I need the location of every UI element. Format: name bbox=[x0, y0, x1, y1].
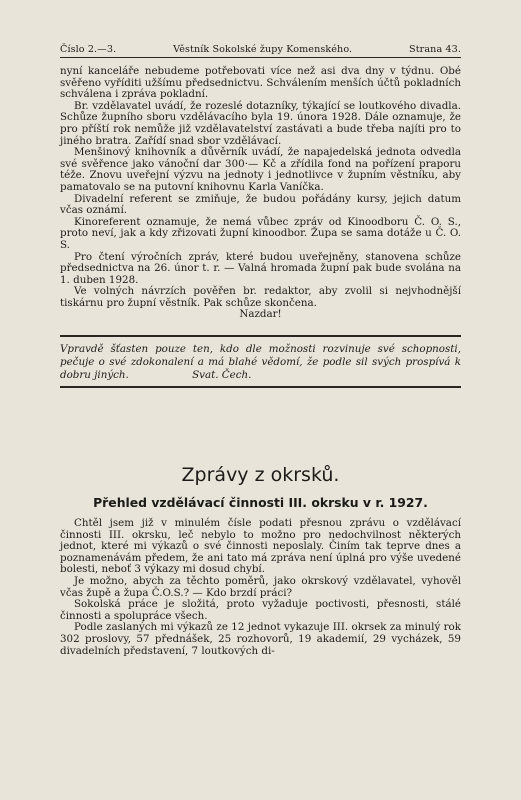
motto-attribution: Svat. Čech. bbox=[192, 369, 252, 382]
paragraph: Sokolská práce je složitá, proto vyžaduje poctivosti, přesnosti, stálé činnosti a spolupráce všech. bbox=[60, 598, 461, 622]
paragraph: Je možno, abych za těchto poměrů, jako okrskový vzdělavatel, vyhověl včas župě a župa Č.O.S.? — Kdo brzdí práci? bbox=[60, 575, 461, 599]
paragraph: Menšinový knihovník a důvěrník uvádí, že napajedelská jednota odvedla své svěřence jako vánoční dar 300·— Kč a zřídila fond na pořízení praporu téže. Znovu uveřejní výzvu na jednoty i jednotlivce v župním věstníku, aby pamatovalo se na putovní knihovnu Karla Vaníčka. bbox=[60, 146, 461, 193]
motto-text: Vpravdě šťasten pouze ten, kdo dle možnosti rozvinuje své schopnosti, pečuje o své zdokonalení a má blahé vědomí, že podle sil svých prospívá k dobru jiných. bbox=[60, 343, 461, 382]
motto-quote bbox=[60, 343, 461, 382]
meeting-minutes bbox=[60, 66, 461, 321]
motto-rule-top bbox=[60, 335, 461, 337]
motto-rule-bottom bbox=[60, 386, 461, 388]
paragraph: Podle zaslaných mi výkazů ze 12 jednot vykazuje III. okrsek za minulý rok 302 proslovy, 57 přednášek, 25 rozhovorů, 19 akademií, 29 vycházek, 59 divadelních představení, 7 loutkových di- bbox=[60, 621, 461, 657]
paragraph: Ve volných návrzích pověřen br. redaktor, aby zvolil si nejvhodnější tiskárnu pro župní věstník. Pak schůze skončena. bbox=[60, 285, 461, 309]
closing-salutation: Nazdar! bbox=[239, 308, 282, 321]
section-heading: Zprávy z okrsků. bbox=[181, 464, 340, 487]
paragraph: nyní kanceláře nebudeme potřebovati více než asi dva dny v týdnu. Obé svěřeno vyříditi užšímu předsednictvu. Schválením menších účtů pokladních schválena i zpráva pokladní. bbox=[60, 65, 461, 101]
paragraph: Chtěl jsem již v minulém čísle podati přesnou zprávu o vzdělávací činnosti III. okrsku, leč nebylo to možno pro nedochvilnost některých jednot, které mi výkazů o své činnosti neposlaly. Činím tak teprve dnes a poznamenávám předem, že ani tato má zpráva není úplná pro výše uvedené bolesti, neboť 3 výkazy mi dosud chybí. bbox=[60, 517, 461, 576]
running-header bbox=[60, 44, 461, 58]
article-title: Přehled vzdělávací činnosti III. okrsku v r. 1927. bbox=[93, 495, 428, 511]
page-number: Strana 43. bbox=[409, 44, 461, 55]
paragraph: Pro čtení výročních zpráv, které budou uveřejněny, stanovena schůze předsednictva na 26. únor t. r. — Valná hromada župní pak bude svolána na 1. duben 1928. bbox=[60, 250, 461, 286]
issue-number: Číslo 2.—3. bbox=[60, 44, 117, 55]
paragraph: Divadelní referent se zmiňuje, že budou pořádány kursy, jejich datum včas oznámí. bbox=[60, 192, 461, 217]
journal-title: Věstník Sokolské župy Komenského. bbox=[173, 44, 353, 55]
paragraph: Kinoreferent oznamuje, že nemá vůbec zpráv od Kinoodboru Č. O. S., proto neví, jak a kdy zřizovati župní kinoodbor. Župa se sama dotáže u Č. O. S. bbox=[60, 215, 461, 251]
article-body bbox=[60, 518, 461, 657]
paragraph: Br. vzdělavatel uvádí, že rozeslé dotazníky, týkající se loutkového divadla. Schůze župního sboru vzdělávacího byla 19. února 1928. Dále oznamuje, že pro příští rok nemůže již vzdělavatelství zastávati a bude třeba najíti pro to jiného bratra. Zařídí snad sbor vzdělávací. bbox=[60, 99, 461, 147]
